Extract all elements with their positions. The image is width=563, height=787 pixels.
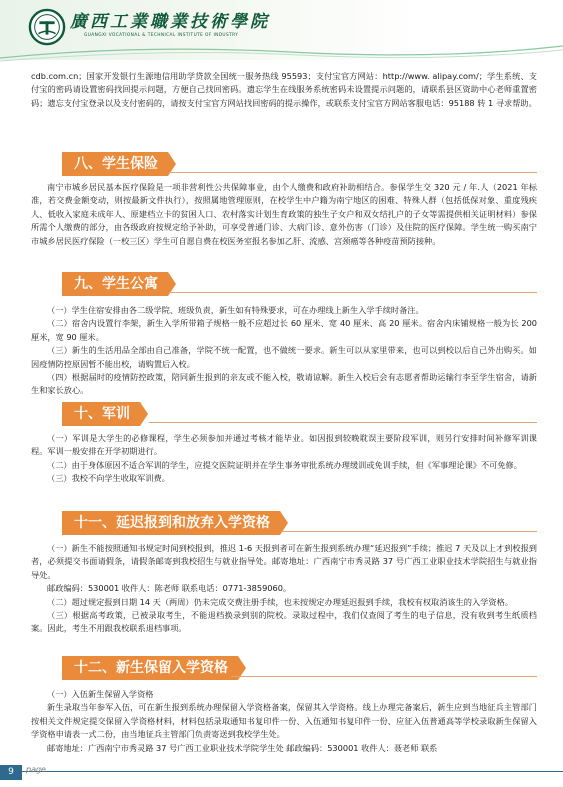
page-label: page	[26, 765, 46, 774]
section-title: 十、军训	[62, 402, 140, 426]
section-title: 九、学生公寓	[62, 272, 168, 296]
paragraph: （一）学生住宿安排由各二级学院、班级负责，新生如有特殊要求，可在办理线上新生入学手续时备注。	[47, 305, 424, 315]
page-number: 9	[0, 765, 22, 780]
page-header	[0, 0, 563, 60]
section-divider	[281, 531, 537, 532]
paragraph: 邮寄地址：广西南宁市秀灵路 37 号广西工业职业技术学院学生处 邮政编码：530001 收件人：聂老师 联系	[47, 742, 438, 753]
paragraph: （一）军训是大学生的必修课程，学生必须参加并通过考核才能毕业。如因报到较晚耽误主要阶段军训，则另行安排时间补修军训课程。军训一般安排在开学初期进行。	[31, 433, 537, 457]
section-divider	[169, 292, 537, 293]
school-emblem-icon	[28, 8, 66, 46]
section-deferral-body	[31, 542, 537, 636]
section-divider	[149, 422, 537, 423]
paragraph: （二）宿舍内设置行李架，新生入学所带箱子规格一般不应超过长 60 厘米、宽 40 厘米、高 20 厘米。宿舍内床铺规格一般为长 200 厘米，宽 90 厘米。	[31, 318, 537, 342]
intro-paragraph: cdb.com.cn；国家开发银行生源地信用助学贷款全国统一服务热线 95593；支付宝官方网站：http://www. alipay.com/；学生系统、支付宝的密码请设置密码找回提示问题，方便自己找回密码。遗忘学生在线服务系统密码未设置提示问题的，请联系县区资助中心老师重置密码；遗忘支付宝登录以及支付密码的，请按支付宝官方网站找回密码的提示操作，或联系支付宝官方网站客服电话：95188 转 1 寻求帮助。	[31, 71, 537, 108]
paragraph: （一）入伍新生保留入学资格	[47, 689, 154, 699]
paragraph: （三）新生的生活用品全部由自己准备，学院不统一配置，也不做统一要求。新生可以从家里带来，也可以到校以后自己外出购买。如因疫情防控原因暂不能出校，请购置后入校。	[31, 345, 537, 369]
paragraph: （二）超过规定报到日期 14 天（两周）仍未完成交费注册手续，也未按规定办理延迟报到手续，我校有权取消该生的入学资格。	[47, 596, 513, 607]
paragraph: 南宁市城乡居民基本医疗保险是一项非营利性公共保障事业，由个人缴费和政府补助相结合。参保学生交 320 元 / 年.人（2021 年标准，若交费金额变动，则按最新文件执行），按照属地管理原则，在校学生中户籍为南宁地区的困难、特殊人群（包括低保对象、重度残疾人、低收入家庭未成年人、原建档立卡的贫困人口、农村落实计划生育政策的独生子女户和双女结扎户的子女等需提供相关证明材料）参保所需个人缴费的部分，由各级政府按规定给予补助，可享受普通门诊、大病门诊、意外伤害（门诊）及住院的医疗保障。学生统一购买南宁市城乡居民医疗保险（一校三区）学生可自愿自费在校医务室报名参加乙肝、流感、宫颈癌等各种疫苗预防接种。	[31, 182, 537, 246]
section-title: 八、学生保险	[62, 152, 168, 176]
paragraph: （二）由于身体原因不适合军训的学生，应提交医院证明并在学生事务审批系统办理缓训或免训手续，但《军事理论课》不可免修。	[47, 459, 522, 470]
intro-block	[31, 70, 537, 110]
paragraph: （一）新生不能按照通知书规定时间到校报到，推迟 1-6 天报到者可在新生报到系统办理“延迟报到”手续；推迟 7 天及以上才到校报到者，必须提交书面请假条，请假条邮寄到我校招生与就业指导处。邮寄地址：广西南宁市秀灵路 37 号广西工业职业技术学院招生与就业指导处。	[31, 543, 537, 580]
paragraph: （四）根据届时的疫情防控政策，陪同新生报到的亲友或不能入校，敬请谅解。新生入校后会有志愿者帮助运输行李至学生宿舍，请新生和家长放心。	[31, 372, 537, 396]
paragraph: 新生录取当年参军入伍，可在新生报到系统办理保留入学资格备案，保留其入学资格。线上办理完备案后，新生应到当地征兵主管部门按相关文件规定提交保留入学资格材料，材料包括录取通知书复印件一份、入伍通知书复印件一份、应征入伍普通高等学校录取新生保留入学资格申请表一式二份，由当地征兵主管部门负责寄送到我校学生处。	[31, 702, 537, 740]
section-title: 十二、新生保留入学资格	[62, 656, 238, 680]
section-insurance-body	[31, 181, 537, 248]
section-dormitory-body	[31, 304, 537, 398]
school-name-en: GUANGXI VOCATIONAL & TECHNICAL INSTITUTE OF INDUSTRY	[84, 33, 239, 38]
header-wave-decoration	[0, 42, 563, 64]
paragraph: （三）根据高考政策，已被录取考生，不能退档换录到别的院校。录取过程中，我们仅查阅了考生的电子信息，没有收到考生纸质档案。因此，考生不用跟我校联系退档事项。	[31, 610, 537, 634]
section-title: 十一、延迟报到和放弃入学资格	[62, 511, 280, 535]
section-military-training-body	[31, 432, 537, 486]
paragraph: （三）我校不向学生收取军训费。	[47, 473, 170, 484]
section-divider	[169, 172, 537, 173]
paragraph: 邮政编码：530001 收件人：陈老师 联系电话：0771-3859060。	[47, 583, 292, 594]
section-divider	[231, 676, 537, 677]
footer-divider	[22, 771, 563, 772]
section-reserve-enrollment-body	[31, 688, 537, 755]
school-name-cn: 廣西工業職業技術學院	[70, 12, 270, 32]
